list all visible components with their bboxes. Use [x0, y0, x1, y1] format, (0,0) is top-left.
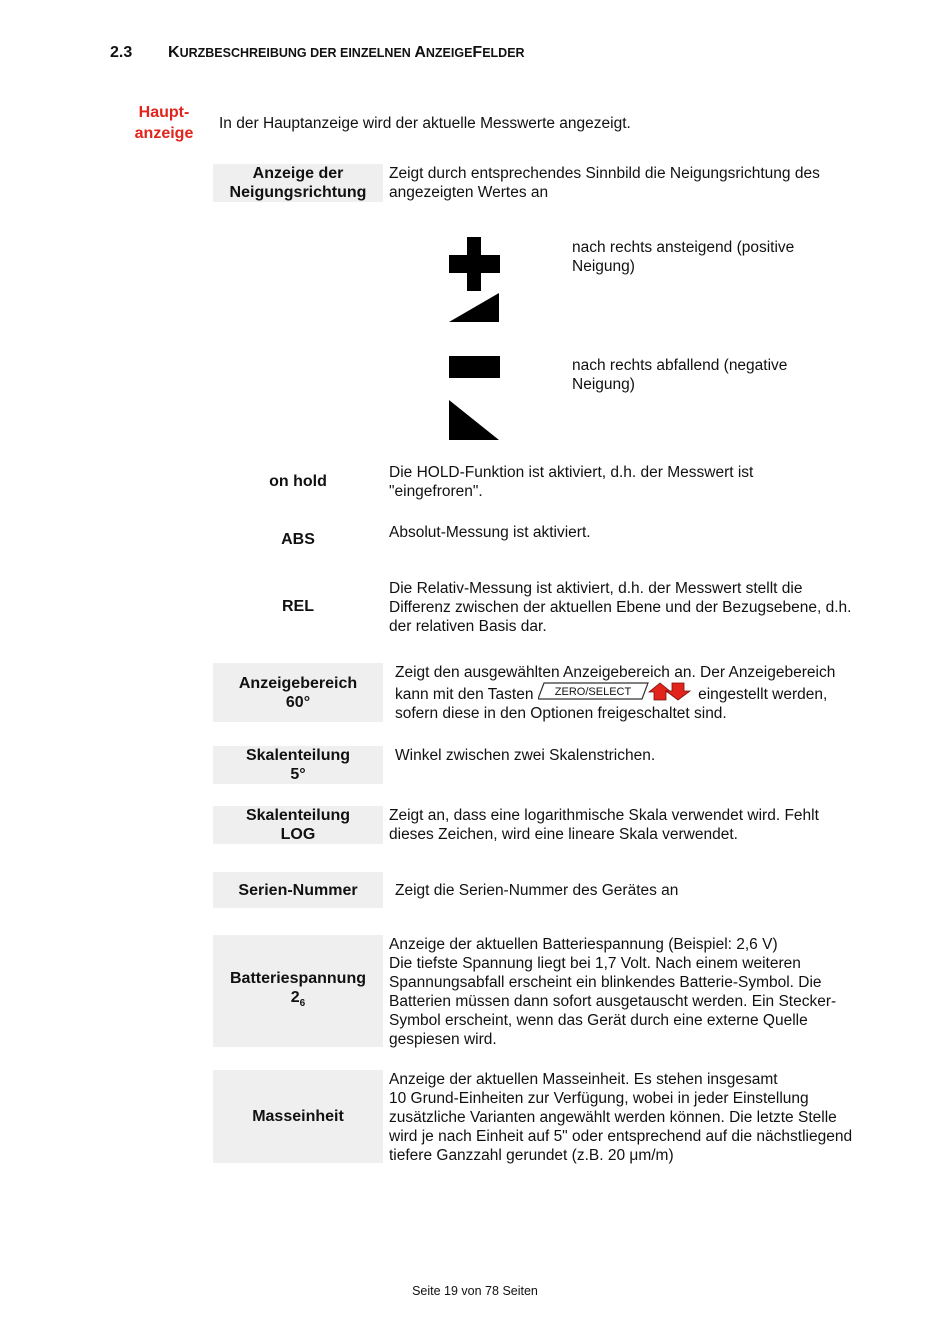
desc-skalenteilung-5: Winkel zwischen zwei Skalenstrichen. — [395, 747, 656, 764]
label-neigungsrichtung — [213, 164, 383, 202]
desc-anzeigebereich — [395, 663, 860, 723]
battery-value-sub: 6 — [299, 998, 306, 1010]
desc-abs: Absolut-Messung ist aktiviert. — [389, 524, 591, 541]
section-title-part: URZBESCHREIBUNG DER EINZELNEN — [179, 46, 415, 60]
label-line: Masseinheit — [252, 1108, 344, 1125]
keys-zero-select-up-down — [538, 682, 694, 701]
desc-negative: nach rechts abfallend (negative Neigung) — [572, 357, 788, 393]
haupt-text: In der Hauptanzeige wird der aktuelle Messwerte angezeigt. — [219, 115, 631, 132]
page-footer: Seite 19 von 78 Seiten — [412, 1284, 538, 1298]
desc-batteriespannung — [389, 935, 859, 1049]
battery-value — [291, 988, 305, 1013]
section-title-part: K — [168, 44, 180, 61]
desc-onhold: Die HOLD-Funktion ist aktiviert, d.h. der Messwert ist "eingefroren". — [389, 464, 754, 500]
ascending-triangle-icon — [449, 293, 499, 322]
minus-bar — [449, 356, 500, 378]
label-onhold: on hold — [269, 473, 327, 490]
desc-rest: Die tiefste Spannung liegt bei 1,7 Volt. Nach einem weiteren Spannungsabfall erscheint ein blinkendes Batterie-Symbol. Die Batterien müssen dann sofort ausgetauscht werden. Ein Stecker-Symbol erscheint, wenn das Gerät durch eine externe Quelle gespiesen wird. — [389, 955, 837, 1048]
label-skalenteilung-5 — [213, 746, 383, 784]
section-title — [168, 44, 525, 61]
label-rel: REL — [282, 598, 314, 615]
battery-value-main: 2 — [290, 988, 300, 1006]
section-title-part: ELDER — [482, 46, 525, 60]
haupt-label-line2: anzeige — [134, 125, 194, 142]
arrow-down-key-icon — [666, 683, 690, 700]
desc-line1: Anzeige der aktuellen Masseinheit. Es stehen insgesamt — [389, 1071, 778, 1088]
desc-masseinheit — [389, 1070, 861, 1165]
section-title-part: NZEIGE — [425, 46, 473, 60]
label-line: Anzeigebereich — [238, 674, 358, 692]
label-line: Skalenteilung — [245, 807, 351, 824]
section-title-part: F — [472, 44, 483, 61]
label-line: Serien-Nummer — [238, 881, 358, 899]
label-anzeigebereich — [213, 663, 383, 722]
label-abs: ABS — [281, 531, 315, 548]
label-line: 5° — [290, 766, 306, 783]
label-line: Skalenteilung — [245, 747, 351, 764]
plus-slope-up-icon — [449, 237, 501, 323]
label-line: LOG — [280, 826, 316, 843]
label-line: 60° — [285, 693, 311, 711]
zero-select-key-label: ZERO/SELECT — [554, 686, 631, 698]
descending-triangle-icon — [449, 400, 499, 440]
haupt-label-line1: Haupt- — [138, 104, 190, 121]
haupt-label — [120, 102, 208, 144]
section-title-part: A — [414, 44, 426, 61]
desc-part2: eingestellt werden, sofern diese in den Optionen freigeschaltet sind. — [395, 686, 828, 722]
section-number: 2.3 — [110, 44, 133, 61]
desc-serien-nummer: Zeigt die Serien-Nummer des Gerätes an — [395, 882, 679, 899]
plus-horizontal-bar — [449, 255, 500, 273]
desc-part1: Zeigt den ausgewählten Anzeigebereich an. Der Anzeigebereich kann mit den Tasten — [395, 664, 836, 703]
label-line: Batteriespannung — [229, 969, 366, 987]
minus-slope-down-icon — [449, 356, 501, 442]
label-line: Neigungsrichtung — [229, 184, 367, 201]
desc-skalenteilung-log: Zeigt an, dass eine logarithmische Skala verwendet wird. Fehlt dieses Zeichen, wird eine lineare Skala verwendet. — [389, 807, 819, 843]
label-line: Anzeige der — [252, 165, 344, 182]
label-batteriespannung — [213, 935, 383, 1047]
desc-line1: Anzeige der aktuellen Batteriespannung (Beispiel: 2,6 V) — [389, 936, 778, 953]
desc-rest: 10 Grund-Einheiten zur Verfügung, wobei in jeder Einstellung zusätzliche Varianten angewählt werden können. Die letzte Stelle wird je nach Einheit auf 5" oder entsprechend auf die nächstliegend tiefere Ganzzahl gerundet (z.B. 20 μm/m) — [389, 1090, 853, 1164]
label-masseinheit — [213, 1070, 383, 1163]
label-serien-nummer — [213, 872, 383, 908]
desc-neigungsrichtung: Zeigt durch entsprechendes Sinnbild die Neigungsrichtung des angezeigten Wertes an — [389, 165, 820, 201]
desc-rel: Die Relativ-Messung ist aktiviert, d.h. der Messwert stellt die Differenz zwischen der aktuellen Ebene und der Bezugsebene, d.h. der relativen Basis dar. — [389, 580, 852, 635]
section-heading — [110, 44, 525, 62]
label-skalenteilung-log — [213, 806, 383, 844]
desc-positive: nach rechts ansteigend (positive Neigung) — [572, 239, 795, 275]
